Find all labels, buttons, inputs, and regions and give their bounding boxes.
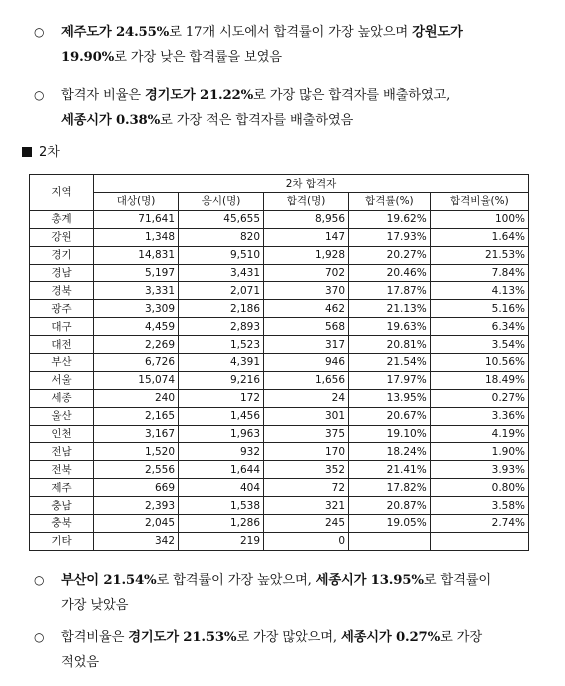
region-header: 지역 xyxy=(30,175,94,211)
value-cell: 2,556 xyxy=(94,461,179,479)
table-row xyxy=(30,336,529,354)
bullet-item xyxy=(34,20,544,70)
value-cell: 3.36% xyxy=(430,407,528,425)
text-run: 경기도가 21.53% xyxy=(128,630,237,645)
region-cell: 강원 xyxy=(30,228,94,246)
table-row xyxy=(30,228,529,246)
value-cell xyxy=(349,532,431,550)
text-run: 적었음 xyxy=(61,655,99,670)
value-cell: 2.74% xyxy=(430,515,528,533)
value-cell: 702 xyxy=(264,264,349,282)
value-cell: 9,216 xyxy=(179,371,264,389)
bullet-line xyxy=(34,625,544,650)
text-run: 세종시가 13.95% xyxy=(315,573,424,588)
bullet-line xyxy=(34,650,544,675)
bullet-item xyxy=(34,568,544,618)
value-cell: 71,641 xyxy=(94,210,179,228)
table-row xyxy=(30,443,529,461)
value-cell: 3,331 xyxy=(94,282,179,300)
region-cell: 제주 xyxy=(30,479,94,497)
text-run: 로 합격률이 xyxy=(423,573,492,588)
value-cell: 19.63% xyxy=(349,318,431,336)
value-cell: 0 xyxy=(264,532,349,550)
value-cell: 370 xyxy=(264,282,349,300)
value-cell: 20.46% xyxy=(349,264,431,282)
value-cell: 21.41% xyxy=(349,461,431,479)
value-cell: 2,186 xyxy=(179,300,264,318)
column-header: 합격률(%) xyxy=(349,193,431,211)
value-cell: 9,510 xyxy=(179,246,264,264)
value-cell: 15,074 xyxy=(94,371,179,389)
square-bullet-icon xyxy=(22,147,32,157)
bullet-line xyxy=(34,20,544,45)
value-cell: 170 xyxy=(264,443,349,461)
value-cell: 72 xyxy=(264,479,349,497)
table-row xyxy=(30,246,529,264)
value-cell: 219 xyxy=(179,532,264,550)
text-run: 합격자 비율은 xyxy=(61,88,145,103)
value-cell: 1,348 xyxy=(94,228,179,246)
value-cell: 20.87% xyxy=(349,497,431,515)
section-heading xyxy=(22,144,60,162)
text-run: 로 가장 xyxy=(440,630,482,645)
value-cell: 4.19% xyxy=(430,425,528,443)
text-run: 세종시가 0.38% xyxy=(61,113,161,128)
value-cell: 3,167 xyxy=(94,425,179,443)
table-row xyxy=(30,389,529,407)
bullet-item xyxy=(34,83,544,133)
value-cell: 6.34% xyxy=(430,318,528,336)
value-cell: 19.62% xyxy=(349,210,431,228)
value-cell: 1,456 xyxy=(179,407,264,425)
region-cell: 기타 xyxy=(30,532,94,550)
bullet-mark: ○ xyxy=(34,25,45,39)
value-cell: 1,520 xyxy=(94,443,179,461)
value-cell: 17.82% xyxy=(349,479,431,497)
value-cell: 946 xyxy=(264,354,349,372)
text-run: 19.90% xyxy=(61,50,115,65)
value-cell: 24 xyxy=(264,389,349,407)
value-cell: 19.05% xyxy=(349,515,431,533)
bullet-line xyxy=(34,593,544,618)
text-run: 강원도가 xyxy=(412,25,463,40)
value-cell: 20.81% xyxy=(349,336,431,354)
value-cell: 301 xyxy=(264,407,349,425)
value-cell: 10.56% xyxy=(430,354,528,372)
value-cell: 17.97% xyxy=(349,371,431,389)
value-cell: 342 xyxy=(94,532,179,550)
value-cell: 13.95% xyxy=(349,389,431,407)
table-row xyxy=(30,515,529,533)
value-cell: 2,269 xyxy=(94,336,179,354)
value-cell: 2,045 xyxy=(94,515,179,533)
region-cell: 부산 xyxy=(30,354,94,372)
value-cell: 172 xyxy=(179,389,264,407)
value-cell: 1.90% xyxy=(430,443,528,461)
bullet-line xyxy=(34,568,544,593)
value-cell: 245 xyxy=(264,515,349,533)
group-header: 2차 합격자 xyxy=(94,175,529,193)
value-cell: 20.67% xyxy=(349,407,431,425)
value-cell: 45,655 xyxy=(179,210,264,228)
table-row xyxy=(30,210,529,228)
text-run: 가장 낮았음 xyxy=(61,598,129,613)
value-cell: 20.27% xyxy=(349,246,431,264)
value-cell: 19.10% xyxy=(349,425,431,443)
value-cell: 5,197 xyxy=(94,264,179,282)
results-table xyxy=(29,174,529,551)
table-row xyxy=(30,479,529,497)
column-header: 합격비율(%) xyxy=(430,193,528,211)
bullet-line xyxy=(34,83,544,108)
text-run: 경기도가 21.22% xyxy=(144,88,254,103)
table-row xyxy=(30,497,529,515)
column-header: 합격(명) xyxy=(264,193,349,211)
bullet-line xyxy=(34,45,544,70)
bullet-mark: ○ xyxy=(34,573,45,587)
region-cell: 경북 xyxy=(30,282,94,300)
table-row xyxy=(30,461,529,479)
region-cell: 경남 xyxy=(30,264,94,282)
table-row xyxy=(30,532,529,550)
value-cell: 100% xyxy=(430,210,528,228)
table-row xyxy=(30,354,529,372)
value-cell: 1,928 xyxy=(264,246,349,264)
value-cell: 3.93% xyxy=(430,461,528,479)
table-row xyxy=(30,264,529,282)
region-cell: 서울 xyxy=(30,371,94,389)
value-cell: 3.54% xyxy=(430,336,528,354)
region-cell: 대전 xyxy=(30,336,94,354)
table-row xyxy=(30,425,529,443)
value-cell: 1,644 xyxy=(179,461,264,479)
text-run: 로 17개 시도에서 합격률이 가장 높았으며 xyxy=(169,25,413,40)
value-cell: 1,963 xyxy=(179,425,264,443)
value-cell: 321 xyxy=(264,497,349,515)
value-cell: 0.80% xyxy=(430,479,528,497)
value-cell: 1,523 xyxy=(179,336,264,354)
section-title: 2차 xyxy=(39,145,60,160)
text-run: 로 가장 많았으며, xyxy=(236,630,341,645)
text-run: 제주도가 24.55% xyxy=(61,25,170,40)
value-cell: 17.93% xyxy=(349,228,431,246)
value-cell: 932 xyxy=(179,443,264,461)
region-cell: 경기 xyxy=(30,246,94,264)
value-cell: 14,831 xyxy=(94,246,179,264)
table-row xyxy=(30,371,529,389)
text-run: 세종시가 0.27% xyxy=(340,630,441,645)
value-cell: 7.84% xyxy=(430,264,528,282)
value-cell: 0.27% xyxy=(430,389,528,407)
value-cell: 3.58% xyxy=(430,497,528,515)
value-cell: 147 xyxy=(264,228,349,246)
value-cell: 21.54% xyxy=(349,354,431,372)
text-run: 로 가장 적은 합격자를 배출하였음 xyxy=(160,113,354,128)
text-run: 부산이 21.54% xyxy=(61,573,157,588)
text-run: 로 가장 낮은 합격률을 보였음 xyxy=(114,50,282,65)
table-row xyxy=(30,407,529,425)
region-cell: 전북 xyxy=(30,461,94,479)
region-cell: 총계 xyxy=(30,210,94,228)
value-cell: 3,309 xyxy=(94,300,179,318)
value-cell: 17.87% xyxy=(349,282,431,300)
text-run: 합격비율은 xyxy=(61,630,129,645)
value-cell: 1,538 xyxy=(179,497,264,515)
value-cell: 669 xyxy=(94,479,179,497)
value-cell: 18.24% xyxy=(349,443,431,461)
value-cell: 6,726 xyxy=(94,354,179,372)
region-cell: 울산 xyxy=(30,407,94,425)
value-cell: 4,459 xyxy=(94,318,179,336)
table-row xyxy=(30,318,529,336)
region-cell: 세종 xyxy=(30,389,94,407)
region-cell: 인천 xyxy=(30,425,94,443)
value-cell: 568 xyxy=(264,318,349,336)
region-cell: 전남 xyxy=(30,443,94,461)
value-cell: 21.13% xyxy=(349,300,431,318)
value-cell: 375 xyxy=(264,425,349,443)
region-cell: 충남 xyxy=(30,497,94,515)
table-row xyxy=(30,282,529,300)
value-cell: 2,071 xyxy=(179,282,264,300)
value-cell: 240 xyxy=(94,389,179,407)
value-cell: 18.49% xyxy=(430,371,528,389)
table-row xyxy=(30,300,529,318)
region-cell: 대구 xyxy=(30,318,94,336)
bullet-mark: ○ xyxy=(34,630,45,644)
bullet-line xyxy=(34,108,544,133)
value-cell: 462 xyxy=(264,300,349,318)
value-cell: 2,393 xyxy=(94,497,179,515)
value-cell: 1,286 xyxy=(179,515,264,533)
bullet-item xyxy=(34,625,544,675)
value-cell: 3,431 xyxy=(179,264,264,282)
column-header: 응시(명) xyxy=(179,193,264,211)
value-cell: 404 xyxy=(179,479,264,497)
column-header: 대상(명) xyxy=(94,193,179,211)
value-cell: 820 xyxy=(179,228,264,246)
value-cell: 21.53% xyxy=(430,246,528,264)
value-cell: 317 xyxy=(264,336,349,354)
value-cell: 1,656 xyxy=(264,371,349,389)
value-cell xyxy=(430,532,528,550)
region-cell: 광주 xyxy=(30,300,94,318)
value-cell: 1.64% xyxy=(430,228,528,246)
text-run: 로 합격률이 가장 높았으며, xyxy=(156,573,316,588)
value-cell: 2,165 xyxy=(94,407,179,425)
value-cell: 4.13% xyxy=(430,282,528,300)
value-cell: 352 xyxy=(264,461,349,479)
value-cell: 4,391 xyxy=(179,354,264,372)
bullet-mark: ○ xyxy=(34,88,45,102)
value-cell: 2,893 xyxy=(179,318,264,336)
text-run: 로 가장 많은 합격자를 배출하였고, xyxy=(253,88,451,103)
region-cell: 충북 xyxy=(30,515,94,533)
value-cell: 5.16% xyxy=(430,300,528,318)
value-cell: 8,956 xyxy=(264,210,349,228)
